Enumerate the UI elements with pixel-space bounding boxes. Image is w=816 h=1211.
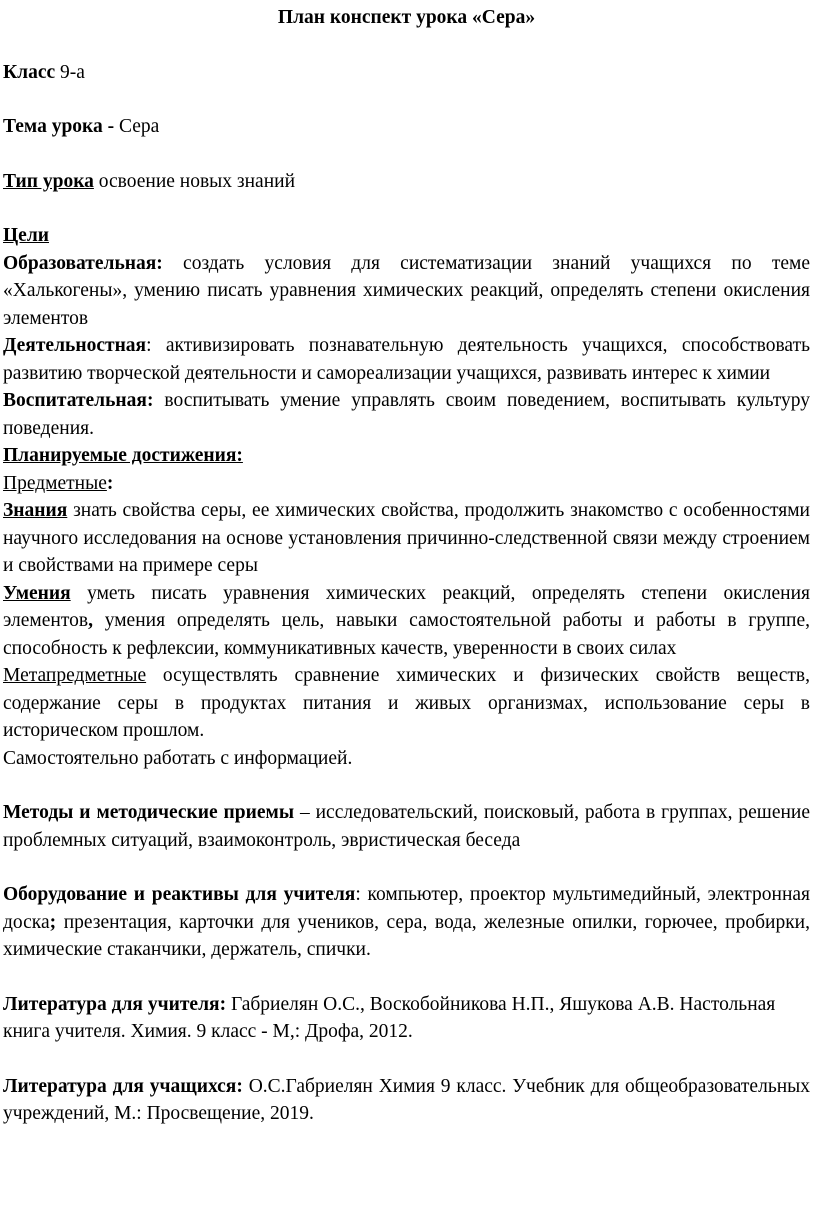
goal-activity [3, 332, 810, 387]
document-title: План конспект урока «Сера» [277, 7, 536, 28]
equipment-semicolon: ; [49, 911, 57, 933]
topic-line [3, 113, 810, 141]
meta-paragraph [3, 662, 810, 745]
methods-label: Методы и методические приемы [3, 802, 295, 823]
class-label: Класс [3, 61, 56, 83]
topic-label: Тема урока - [3, 116, 119, 137]
equipment-label: Оборудование и реактивы для учителя [3, 884, 356, 905]
student-literature-text: О.С.Габриелян Химия 9 класс. Учебник для общеобразовательных учреждений, М.: Просвещение, 2019. [3, 1075, 810, 1124]
subject-heading-colon: : [106, 472, 114, 494]
equipment-text-a: : компьютер, проектор мультимедийный, электронная доска [3, 884, 811, 933]
goals-heading-text: Цели [3, 225, 49, 246]
teacher-literature-label: Литература для учителя: [3, 993, 227, 1015]
goal-educational [3, 250, 810, 333]
meta-label: Метапредметные [3, 665, 147, 686]
skills-paragraph [3, 580, 810, 663]
skills-label: Умения [3, 582, 71, 604]
independent-work-line: Самостоятельно работать с информацией. [3, 747, 353, 769]
goal-upbringing [3, 387, 810, 442]
skills-comma: , [88, 610, 93, 631]
equipment-text-b: презентация, карточки для учеников, сера, вода, железные опилки, горючее, пробирки, химические стаканчики, держатель, спички. [3, 911, 810, 960]
methods-text: – исследовательский, поисковый, работа в группах, решение проблемных ситуаций, взаимоконтроль, эвристическая беседа [3, 802, 810, 851]
goal-upbringing-text: воспитывать умение управлять своим поведением, воспитывать культуру поведения. [3, 390, 810, 439]
goals-heading [3, 222, 810, 250]
lesson-type-line [3, 168, 810, 196]
skills-text-b: умения определять цель, навыки самостоятельной работы и работы в группе, способность к рефлексии, коммуникативных качеств, уверенности в своих силах [3, 610, 810, 659]
knowledge-text: знать свойства серы, ее химических свойства, продолжить знакомство с особенностями научного исследования на основе установления причинно-следственной связи между строением и свойствами на примере серы [3, 500, 810, 576]
goal-educational-label: Образовательная: [3, 252, 163, 274]
topic-value: Сера [118, 116, 160, 137]
methods-paragraph [3, 799, 810, 854]
lesson-type-value: освоение новых знаний [93, 170, 296, 192]
class-line [3, 59, 810, 87]
knowledge-label: Знания [3, 500, 68, 521]
skills-text-a: уметь писать уравнения химических реакций, определять степени окисления элементов [3, 582, 810, 631]
subject-heading [3, 470, 810, 498]
achievements-heading [3, 442, 810, 470]
class-value: 9-а [55, 61, 85, 83]
student-literature-paragraph [3, 1073, 810, 1128]
teacher-literature-paragraph [3, 991, 810, 1046]
equipment-paragraph [3, 881, 810, 964]
goal-educational-text: создать условия для систематизации знаний учащихся по теме «Халькогены», умению писать уравнения химических реакций, определять степени окисления элементов [3, 252, 810, 329]
goal-upbringing-label: Воспитательная: [3, 390, 154, 411]
lesson-type-label: Тип урока [3, 170, 94, 192]
goal-activity-label: Деятельностная [3, 335, 147, 356]
meta-text: осуществлять сравнение химических и физических свойств веществ, содержание серы в продуктах питания и живых организмах, использование серы в историческом прошлом. [3, 665, 810, 741]
teacher-literature-text: Габриелян О.С., Воскобойникова Н.П., Яшукова А.В. Настольная книга учителя. Химия. 9 класс - М,: Дрофа, 2012. [3, 993, 776, 1042]
goal-activity-text: : активизировать познавательную деятельность учащихся, способствовать развитию творческой деятельности и самореализации учащихся, развивать интерес к химии [3, 335, 810, 384]
subject-heading-text: Предметные [3, 472, 107, 494]
knowledge-paragraph [3, 497, 810, 580]
student-literature-label: Литература для учащихся: [3, 1075, 243, 1097]
achievements-heading-text: Планируемые достижения: [3, 445, 243, 466]
